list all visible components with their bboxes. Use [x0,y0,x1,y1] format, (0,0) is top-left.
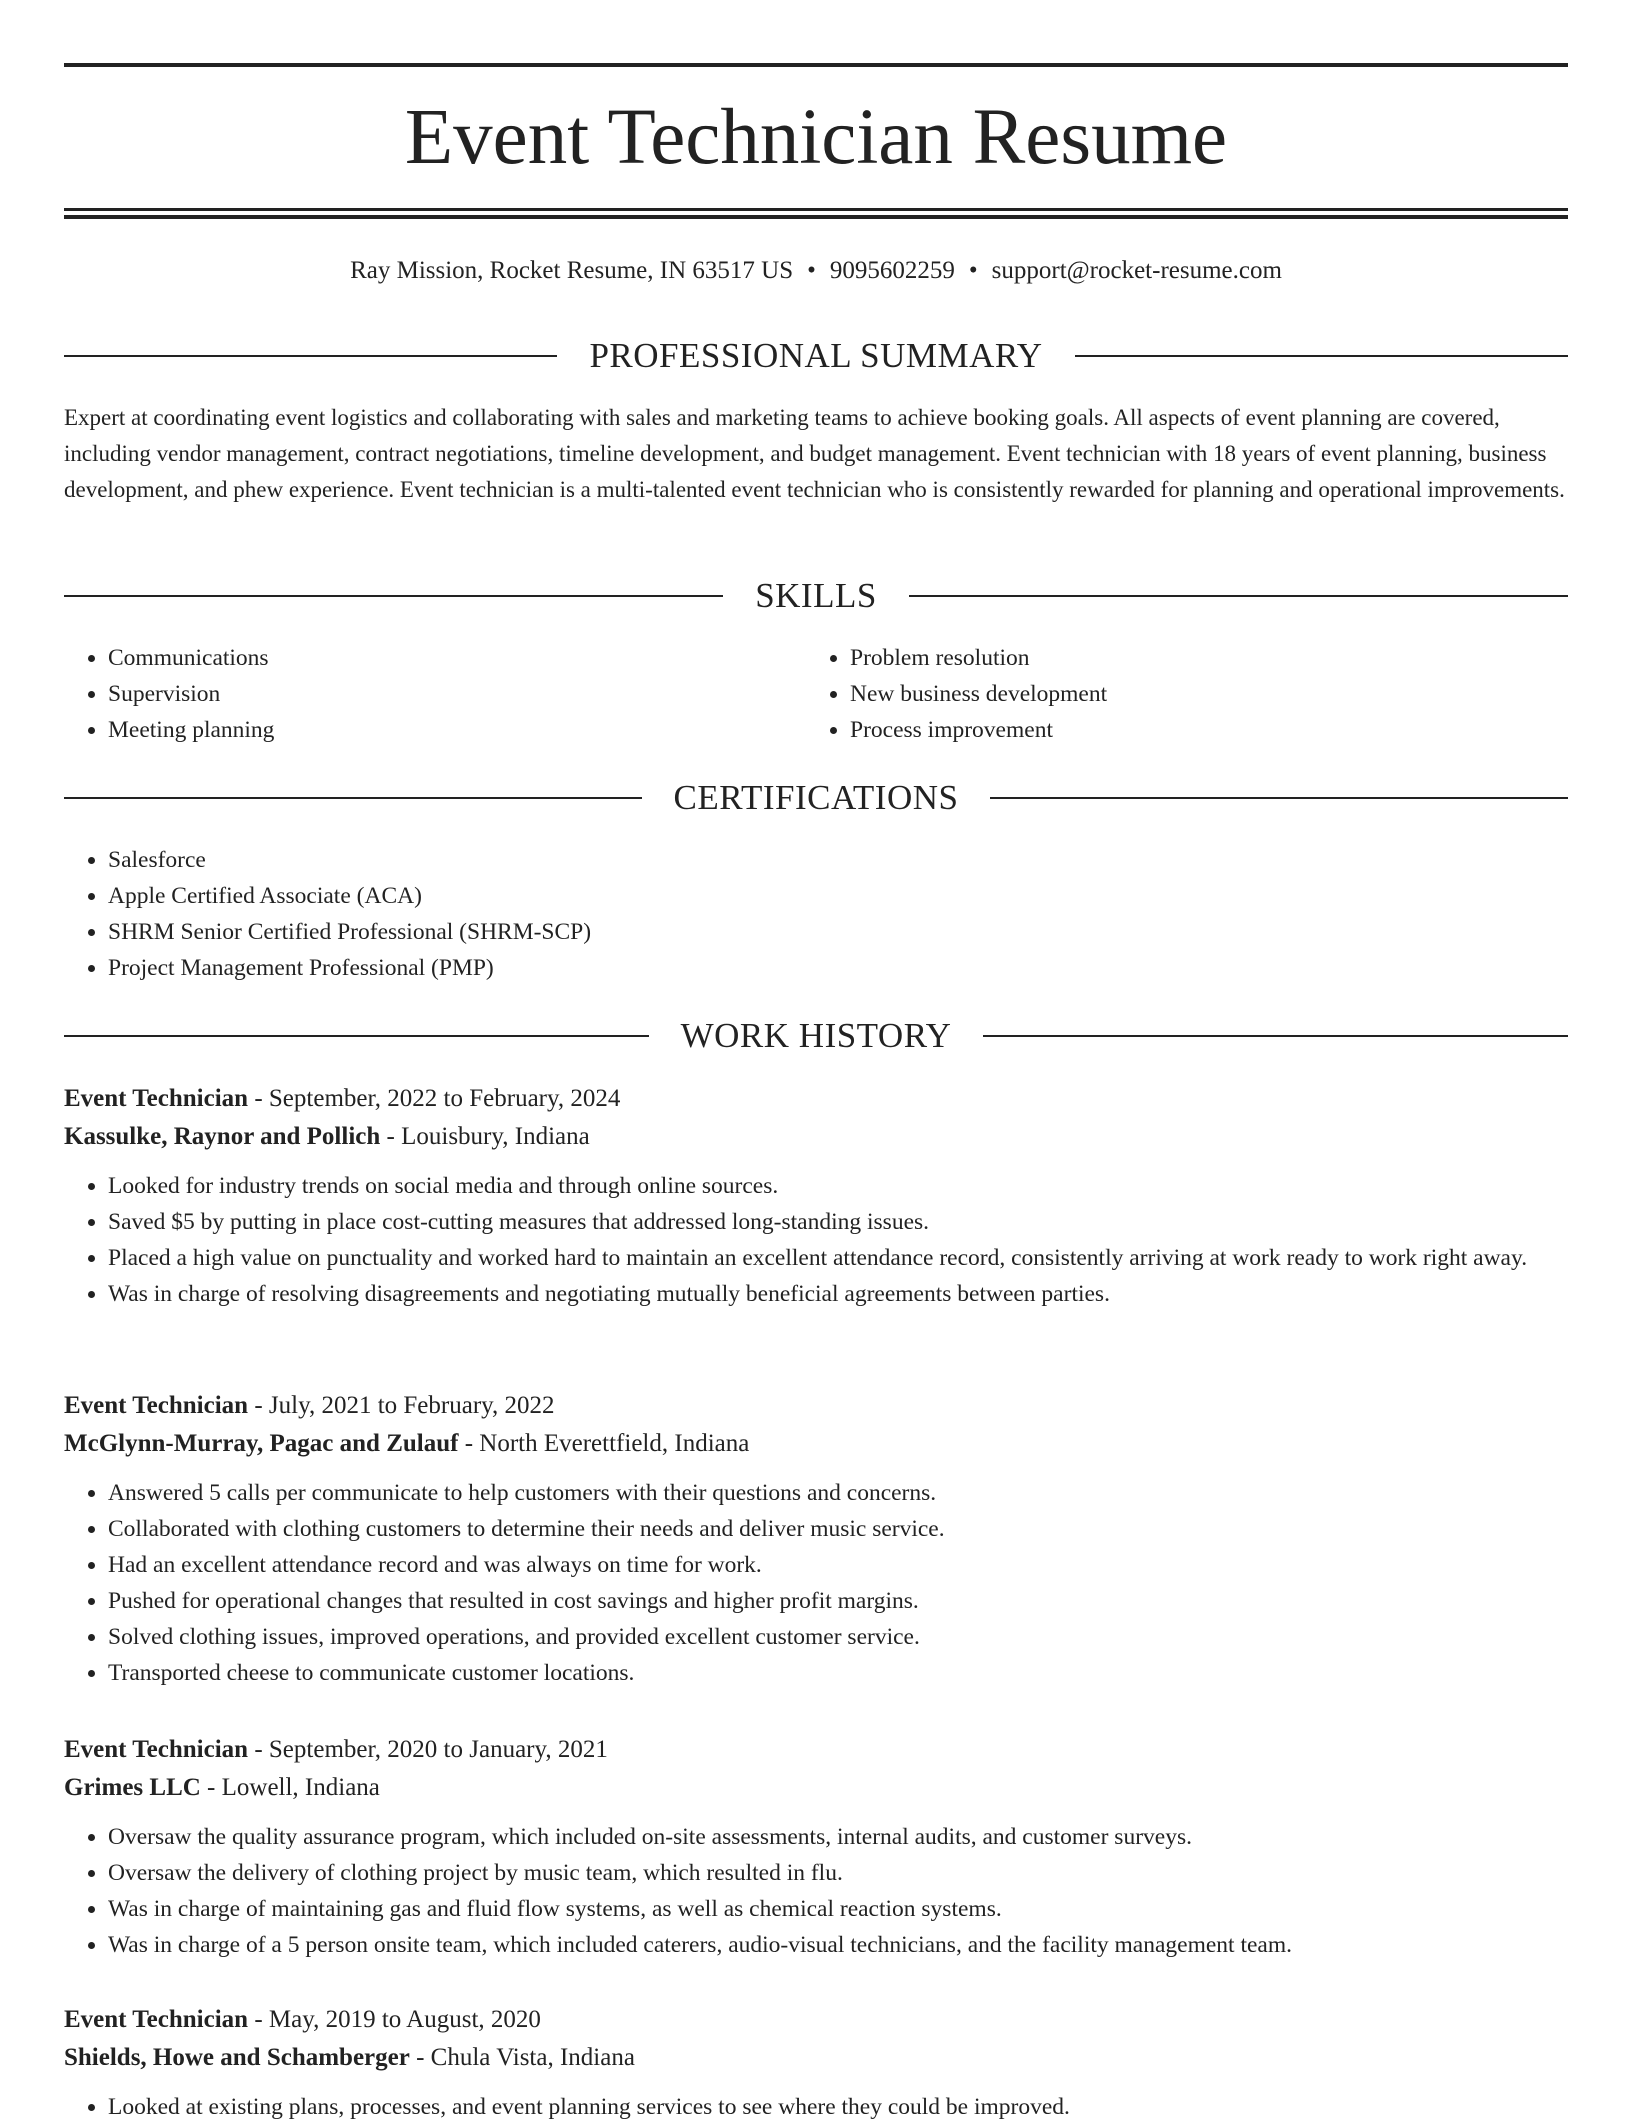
job-dates: - May, 2019 to August, 2020 [248,2006,541,2033]
section-title-certifications: CERTIFICATIONS [673,778,959,817]
job-entry [64,1080,1568,1312]
section-rule-right [909,595,1568,597]
job-duty-item: • Placed a high value on punctuality and worked hard to maintain an excellent attendance record, consistently arriving at work ready to work right away. [108,1240,1568,1276]
section-rule-left [64,797,642,799]
job-duty-item: • Saved $5 by putting in place cost-cutting measures that addressed long-standing issues. [108,1204,1568,1240]
section-rule-left [64,355,557,357]
skill-item: • Meeting planning [108,712,764,748]
skills-column-right [806,640,1506,748]
skill-item: • New business development [850,676,1506,712]
job-dates: - September, 2020 to January, 2021 [248,1736,608,1763]
job-duty-item: • Had an excellent attendance record and was always on time for work. [108,1547,1568,1583]
section-rule-left [64,595,723,597]
section-header-skills [64,574,1568,618]
section-title-summary: PROFESSIONAL SUMMARY [589,336,1043,375]
skill-item: • Communications [108,640,764,676]
skill-item: • Process improvement [850,712,1506,748]
job-location: - Chula Vista, Indiana [409,2044,635,2071]
job-title: Event Technician [64,2006,249,2033]
job-company: Shields, Howe and Schamberger [64,2044,410,2071]
job-location: - North Everettfield, Indiana [458,1430,750,1457]
job-dates: - September, 2022 to February, 2024 [248,1085,621,1112]
certification-item: • Salesforce [108,842,1568,878]
job-company-line [64,1425,1568,1463]
section-rule-right [983,1035,1568,1037]
job-company: McGlynn-Murray, Pagac and Zulauf [64,1430,459,1457]
header-bottom-rule-lower [64,215,1568,219]
certification-item: • SHRM Senior Certified Professional (SHRM-SCP) [108,914,1568,950]
certifications-list [64,842,1568,986]
job-company: Grimes LLC [64,1774,201,1801]
job-location: - Louisbury, Indiana [380,1123,590,1150]
section-header-work-history [64,1014,1568,1058]
job-dates: - July, 2021 to February, 2022 [248,1392,555,1419]
section-title-work-history: WORK HISTORY [680,1016,952,1055]
certifications-block [64,842,1568,986]
section-header-certifications [64,776,1568,820]
certification-item: • Apple Certified Associate (ACA) [108,878,1568,914]
job-company: Kassulke, Raynor and Pollich [64,1123,381,1150]
job-location: - Lowell, Indiana [200,1774,380,1801]
job-company-line [64,1118,1568,1156]
job-duty-item: • Was in charge of resolving disagreements and negotiating mutually beneficial agreements between parties. [108,1276,1568,1312]
section-title-skills: SKILLS [755,576,877,615]
skills-list-left [64,640,764,748]
contact-address: Ray Mission, Rocket Resume, IN 63517 US [350,257,794,284]
skill-item: • Problem resolution [850,640,1506,676]
job-company-line [64,2039,1568,2077]
skills-column-left [64,640,764,748]
job-duty-item: • Oversaw the quality assurance program, which included on-site assessments, internal audits, and customer surveys. [108,1819,1568,1855]
job-duties-list [64,1168,1568,1312]
job-title: Event Technician [64,1736,249,1763]
section-rule-right [1075,355,1568,357]
job-duty-item: • Transported cheese to communicate customer locations. [108,1655,1568,1691]
job-duty-item: • Answered 5 calls per communicate to help customers with their questions and concerns. [108,1475,1568,1511]
job-duty-item: • Pushed for operational changes that resulted in cost savings and higher profit margins. [108,1583,1568,1619]
contact-line [64,254,1568,288]
skills-list-right [806,640,1506,748]
job-role-line [64,2001,1568,2039]
job-duty-item: • Oversaw the delivery of clothing project by music team, which resulted in flu. [108,1855,1568,1891]
job-title: Event Technician [64,1392,249,1419]
contact-separator: • [807,257,816,284]
page-title: Event Technician Resume [404,94,1228,181]
job-duties-list [64,1475,1568,1691]
job-duty-item: • Was in charge of maintaining gas and fluid flow systems, as well as chemical reaction systems. [108,1891,1568,1927]
contact-separator: • [968,257,978,284]
job-duty-item: • Collaborated with clothing customers to determine their needs and deliver music service. [108,1511,1568,1547]
job-duties-list [64,1819,1568,1963]
job-company-line [64,1769,1568,1807]
contact-phone: 9095602259 [829,257,955,284]
header-bottom-rule-upper [64,208,1568,211]
contact-email: support@rocket-resume.com [991,257,1282,284]
job-duty-item: • Looked for industry trends on social media and through online sources. [108,1168,1568,1204]
header-top-rule [64,63,1568,67]
section-header-summary [64,334,1568,378]
job-entry [64,2001,1568,2125]
job-title: Event Technician [64,1085,249,1112]
summary-paragraph: Expert at coordinating event logistics and collaborating with sales and marketing teams to achieve booking goals. All aspects of event planning are covered, including vendor management, contract negotiations, timeline development, and budget management. Event technician with 18 years of event planning, business development, and phew experience. Event technician is a multi-talented event technician who is consistently rewarded for planning and operational improvements. [64,405,1565,502]
job-role-line [64,1731,1568,1769]
section-rule-left [64,1035,649,1037]
job-role-line [64,1387,1568,1425]
job-duties-list [64,2089,1568,2125]
job-role-line [64,1080,1568,1118]
section-rule-right [990,797,1568,799]
job-entry [64,1387,1568,1691]
certification-item: • Project Management Professional (PMP) [108,950,1568,986]
skill-item: • Supervision [108,676,764,712]
job-duty-item: • Was in charge of a 5 person onsite team, which included caterers, audio-visual technicians, and the facility management team. [108,1927,1568,1963]
job-duty-item: • Solved clothing issues, improved operations, and provided excellent customer service. [108,1619,1568,1655]
job-entry [64,1731,1568,1963]
job-duty-item: • Looked at existing plans, processes, and event planning services to see where they could be improved. [108,2089,1568,2125]
